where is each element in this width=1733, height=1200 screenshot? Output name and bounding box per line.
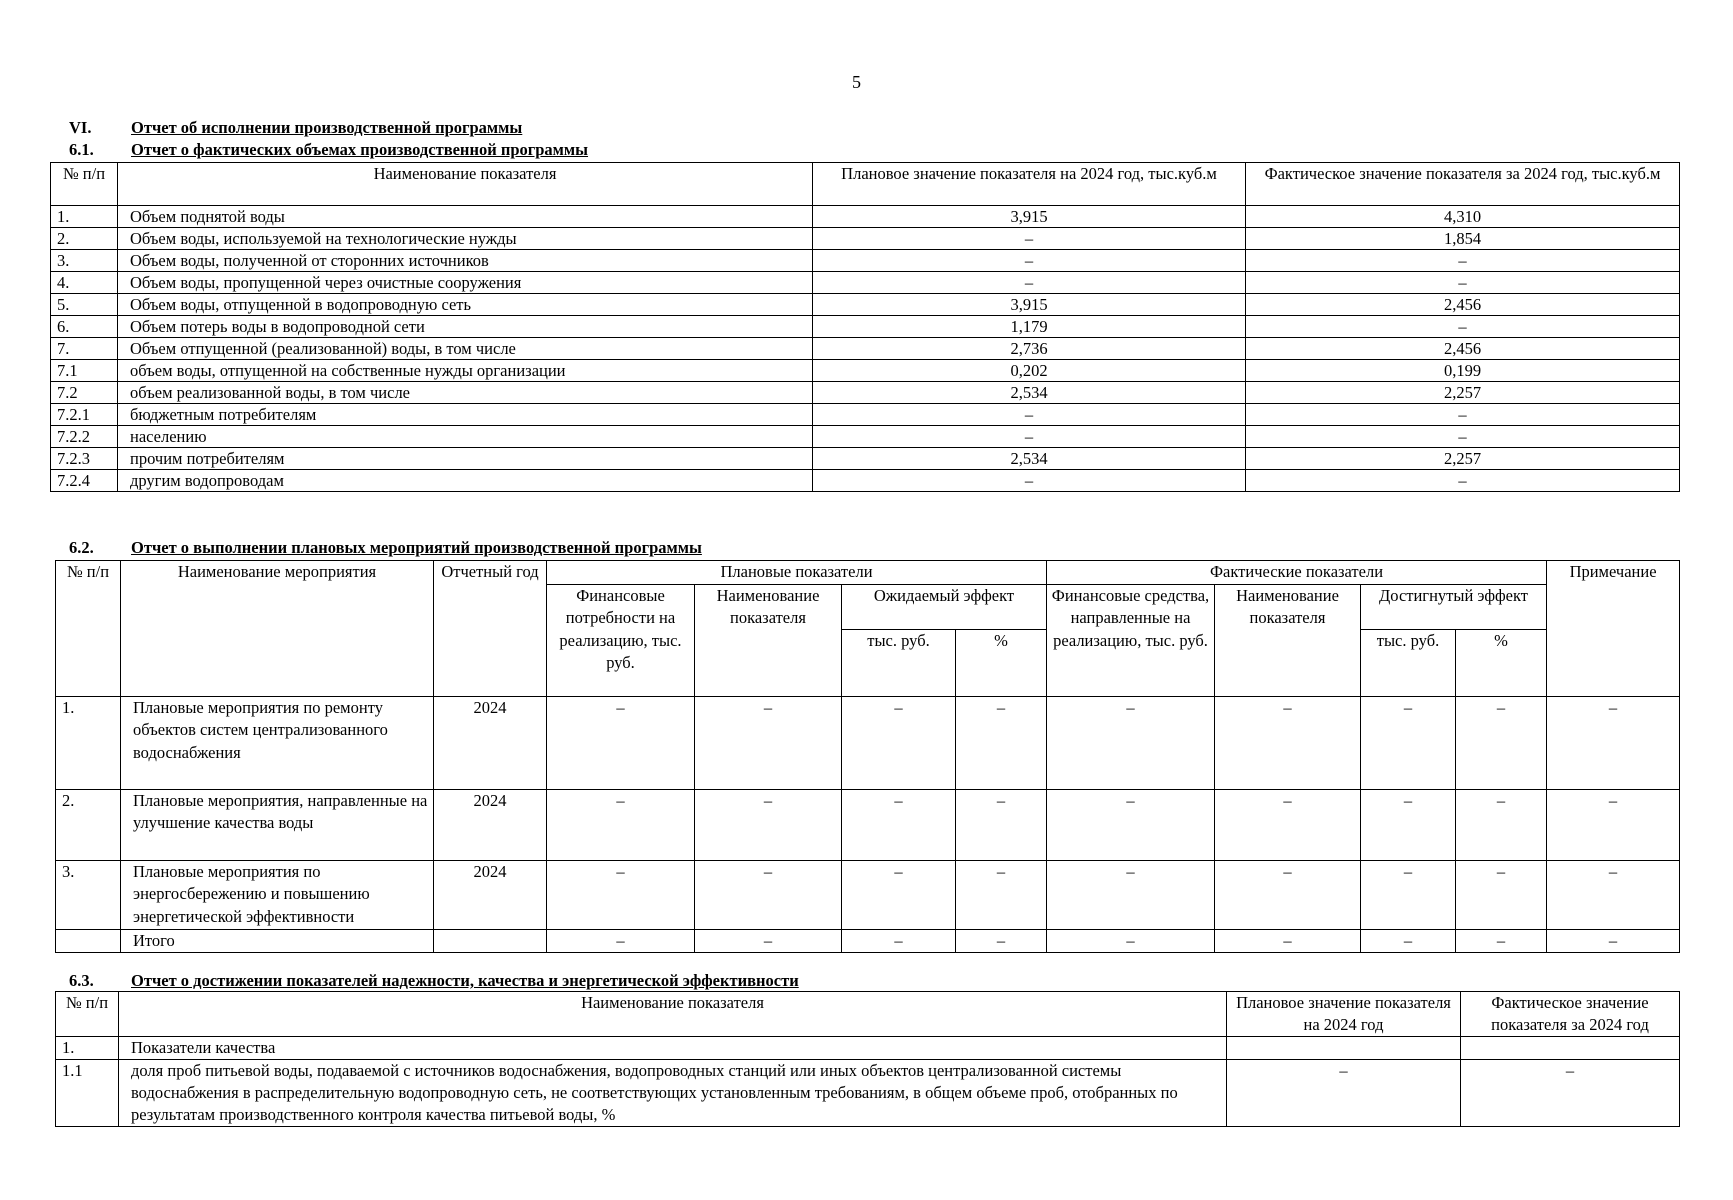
row-num: 7.2.1 xyxy=(51,404,118,426)
row-value: – xyxy=(1047,860,1215,929)
table-row xyxy=(51,316,1680,338)
row-name: Показатели качества xyxy=(119,1037,1227,1060)
header-plan-ind: Наименование показателя xyxy=(695,584,842,696)
row-num: 4. xyxy=(51,272,118,294)
header-fact-group: Фактические показатели xyxy=(1047,561,1547,585)
table-row xyxy=(51,426,1680,448)
row-fact-value xyxy=(1461,1037,1680,1060)
row-name: объем реализованной воды, в том числе xyxy=(118,382,813,404)
row-plan-value: – xyxy=(813,404,1246,426)
header-num: № п/п xyxy=(56,561,121,697)
table-row xyxy=(51,272,1680,294)
table-row xyxy=(51,228,1680,250)
total-label: Итого xyxy=(121,929,434,953)
row-plan-value: 3,915 xyxy=(813,294,1246,316)
header-name: Наименование показателя xyxy=(118,163,813,206)
row-name: доля проб питьевой воды, подаваемой с источников водоснабжения, водопроводных станций или иных объектов централизованной системы водоснабжения в распределительную водопроводную сеть, не соответствующих установленным требованиям, в общем объеме проб, отобранных по результатам производственного контроля качества питьевой воды, % xyxy=(119,1060,1227,1127)
header-fact-fin: Финансовые средства, направленные на реализацию, тыс. руб. xyxy=(1047,584,1215,696)
row-value: – xyxy=(1047,696,1215,789)
row-name: Объем воды, полученной от сторонних источников xyxy=(118,250,813,272)
row-num: 7.2.2 xyxy=(51,426,118,448)
row-value: – xyxy=(1361,860,1456,929)
row-year: 2024 xyxy=(434,860,547,929)
header-plan-group: Плановые показатели xyxy=(547,561,1047,585)
row-plan-value: 3,915 xyxy=(813,206,1246,228)
table-row xyxy=(51,338,1680,360)
row-value: – xyxy=(956,860,1047,929)
header-name: Наименование показателя xyxy=(119,992,1227,1037)
reliability-indicators-table xyxy=(55,991,1680,1127)
total-cell: – xyxy=(956,929,1047,953)
row-num: 7.2.3 xyxy=(51,448,118,470)
row-name: прочим потребителям xyxy=(118,448,813,470)
row-value: – xyxy=(1215,696,1361,789)
header-plan: Плановое значение показателя на 2024 год, тыс.куб.м xyxy=(813,163,1246,206)
row-fact-value: – xyxy=(1246,404,1680,426)
total-cell: – xyxy=(842,929,956,953)
subsection-number: 6.3. xyxy=(69,971,94,990)
row-plan-value: – xyxy=(813,426,1246,448)
row-name: Плановые мероприятия по энергосбережению и повышению энергетической эффективности xyxy=(121,860,434,929)
subsection-number: 6.1. xyxy=(69,140,94,159)
row-value: – xyxy=(842,860,956,929)
row-value: – xyxy=(1047,789,1215,860)
table-row xyxy=(51,470,1680,492)
row-value: – xyxy=(1547,789,1680,860)
row-fact-value: 2,257 xyxy=(1246,448,1680,470)
row-plan-value: 2,534 xyxy=(813,382,1246,404)
table-row xyxy=(51,250,1680,272)
subsection-heading-6-2 xyxy=(69,538,702,558)
row-num: 3. xyxy=(56,860,121,929)
table-row xyxy=(56,860,1680,929)
row-name: другим водопроводам xyxy=(118,470,813,492)
header-num: № п/п xyxy=(51,163,118,206)
row-plan-value xyxy=(1227,1037,1461,1060)
row-num: 5. xyxy=(51,294,118,316)
row-fact-value: – xyxy=(1246,470,1680,492)
planned-measures-table xyxy=(55,560,1680,953)
total-cell: – xyxy=(1547,929,1680,953)
section-number: VI. xyxy=(69,118,92,137)
production-volumes-table xyxy=(50,162,1680,492)
row-fact-value: – xyxy=(1461,1060,1680,1127)
table-row xyxy=(56,696,1680,789)
row-value: – xyxy=(1215,789,1361,860)
row-name: населению xyxy=(118,426,813,448)
row-name: Объем воды, отпущенной в водопроводную сеть xyxy=(118,294,813,316)
row-fact-value: 2,456 xyxy=(1246,294,1680,316)
row-num: 2. xyxy=(51,228,118,250)
row-value: – xyxy=(1456,789,1547,860)
total-num xyxy=(56,929,121,953)
header-plan-effect: Ожидаемый эффект xyxy=(842,584,1047,629)
section-title: Отчет об исполнении производственной программы xyxy=(131,118,523,137)
row-value: – xyxy=(547,696,695,789)
header-fact-rub: тыс. руб. xyxy=(1361,629,1456,696)
row-year: 2024 xyxy=(434,696,547,789)
table-row xyxy=(51,294,1680,316)
row-name: Объем воды, используемой на технологические нужды xyxy=(118,228,813,250)
row-value: – xyxy=(1456,696,1547,789)
total-cell: – xyxy=(1215,929,1361,953)
row-name: бюджетным потребителям xyxy=(118,404,813,426)
table-row xyxy=(51,448,1680,470)
header-plan: Плановое значение показателя на 2024 год xyxy=(1227,992,1461,1037)
header-year: Отчетный год xyxy=(434,561,547,697)
row-plan-value: – xyxy=(813,470,1246,492)
total-cell: – xyxy=(695,929,842,953)
table-row xyxy=(51,206,1680,228)
row-value: – xyxy=(695,860,842,929)
header-plan-rub: тыс. руб. xyxy=(842,629,956,696)
row-value: – xyxy=(1456,860,1547,929)
table-row xyxy=(56,1037,1680,1060)
row-name: Объем потерь воды в водопроводной сети xyxy=(118,316,813,338)
row-value: – xyxy=(695,789,842,860)
row-num: 1. xyxy=(51,206,118,228)
table-header-row xyxy=(51,163,1680,206)
table-row xyxy=(51,360,1680,382)
row-fact-value: 2,456 xyxy=(1246,338,1680,360)
row-num: 2. xyxy=(56,789,121,860)
row-fact-value: – xyxy=(1246,316,1680,338)
row-fact-value: 4,310 xyxy=(1246,206,1680,228)
total-row xyxy=(56,929,1680,953)
row-year: 2024 xyxy=(434,789,547,860)
row-num: 1. xyxy=(56,696,121,789)
row-value: – xyxy=(956,696,1047,789)
row-name: Плановые мероприятия, направленные на улучшение качества воды xyxy=(121,789,434,860)
subsection-title: Отчет о фактических объемах производственной программы xyxy=(131,140,589,159)
row-value: – xyxy=(1547,696,1680,789)
row-plan-value: – xyxy=(813,272,1246,294)
row-fact-value: – xyxy=(1246,250,1680,272)
row-num: 1. xyxy=(56,1037,119,1060)
row-value: – xyxy=(1547,860,1680,929)
header-note: Примечание xyxy=(1547,561,1680,697)
total-cell: – xyxy=(547,929,695,953)
section-heading xyxy=(69,118,522,138)
table-row xyxy=(51,382,1680,404)
row-plan-value: 2,736 xyxy=(813,338,1246,360)
page-number: 5 xyxy=(852,72,861,92)
row-fact-value: 2,257 xyxy=(1246,382,1680,404)
row-num: 7.1 xyxy=(51,360,118,382)
table-row xyxy=(56,1060,1680,1127)
subsection-number: 6.2. xyxy=(69,538,94,557)
row-plan-value: 1,179 xyxy=(813,316,1246,338)
row-fact-value: 1,854 xyxy=(1246,228,1680,250)
row-value: – xyxy=(842,696,956,789)
header-plan-pct: % xyxy=(956,629,1047,696)
table-row xyxy=(56,789,1680,860)
row-plan-value: – xyxy=(813,250,1246,272)
table-header-row xyxy=(56,992,1680,1037)
row-name: Плановые мероприятия по ремонту объектов систем централизованного водоснабжения xyxy=(121,696,434,789)
row-fact-value: 0,199 xyxy=(1246,360,1680,382)
row-name: Объем отпущенной (реализованной) воды, в том числе xyxy=(118,338,813,360)
row-fact-value: – xyxy=(1246,272,1680,294)
row-num: 3. xyxy=(51,250,118,272)
row-value: – xyxy=(1361,789,1456,860)
header-fact-pct: % xyxy=(1456,629,1547,696)
row-name: Объем поднятой воды xyxy=(118,206,813,228)
row-value: – xyxy=(1361,696,1456,789)
row-fact-value: – xyxy=(1246,426,1680,448)
header-fact-ind: Наименование показателя xyxy=(1215,584,1361,696)
row-plan-value: 0,202 xyxy=(813,360,1246,382)
row-plan-value: – xyxy=(1227,1060,1461,1127)
subsection-heading-6-3 xyxy=(69,971,799,991)
table-row xyxy=(51,404,1680,426)
header-plan-fin: Финансовые потребности на реализацию, тыс. руб. xyxy=(547,584,695,696)
total-cell: – xyxy=(1047,929,1215,953)
subsection-title: Отчет о достижении показателей надежности, качества и энергетической эффективности xyxy=(131,971,799,990)
row-name: Объем воды, пропущенной через очистные сооружения xyxy=(118,272,813,294)
row-plan-value: 2,534 xyxy=(813,448,1246,470)
row-value: – xyxy=(547,789,695,860)
header-fact: Фактическое значение показателя за 2024 год, тыс.куб.м xyxy=(1246,163,1680,206)
row-value: – xyxy=(695,696,842,789)
row-value: – xyxy=(842,789,956,860)
total-cell: – xyxy=(1361,929,1456,953)
row-num: 7.2 xyxy=(51,382,118,404)
row-num: 7. xyxy=(51,338,118,360)
subsection-heading-6-1 xyxy=(69,140,588,160)
header-name: Наименование мероприятия xyxy=(121,561,434,697)
table-header-row xyxy=(56,561,1680,585)
header-num: № п/п xyxy=(56,992,119,1037)
row-value: – xyxy=(1215,860,1361,929)
row-value: – xyxy=(547,860,695,929)
header-fact-effect: Достигнутый эффект xyxy=(1361,584,1547,629)
row-num: 7.2.4 xyxy=(51,470,118,492)
total-year xyxy=(434,929,547,953)
row-num: 6. xyxy=(51,316,118,338)
row-value: – xyxy=(956,789,1047,860)
row-plan-value: – xyxy=(813,228,1246,250)
subsection-title: Отчет о выполнении плановых мероприятий производственной программы xyxy=(131,538,702,557)
row-num: 1.1 xyxy=(56,1060,119,1127)
header-fact: Фактическое значение показателя за 2024 год xyxy=(1461,992,1680,1037)
total-cell: – xyxy=(1456,929,1547,953)
row-name: объем воды, отпущенной на собственные нужды организации xyxy=(118,360,813,382)
